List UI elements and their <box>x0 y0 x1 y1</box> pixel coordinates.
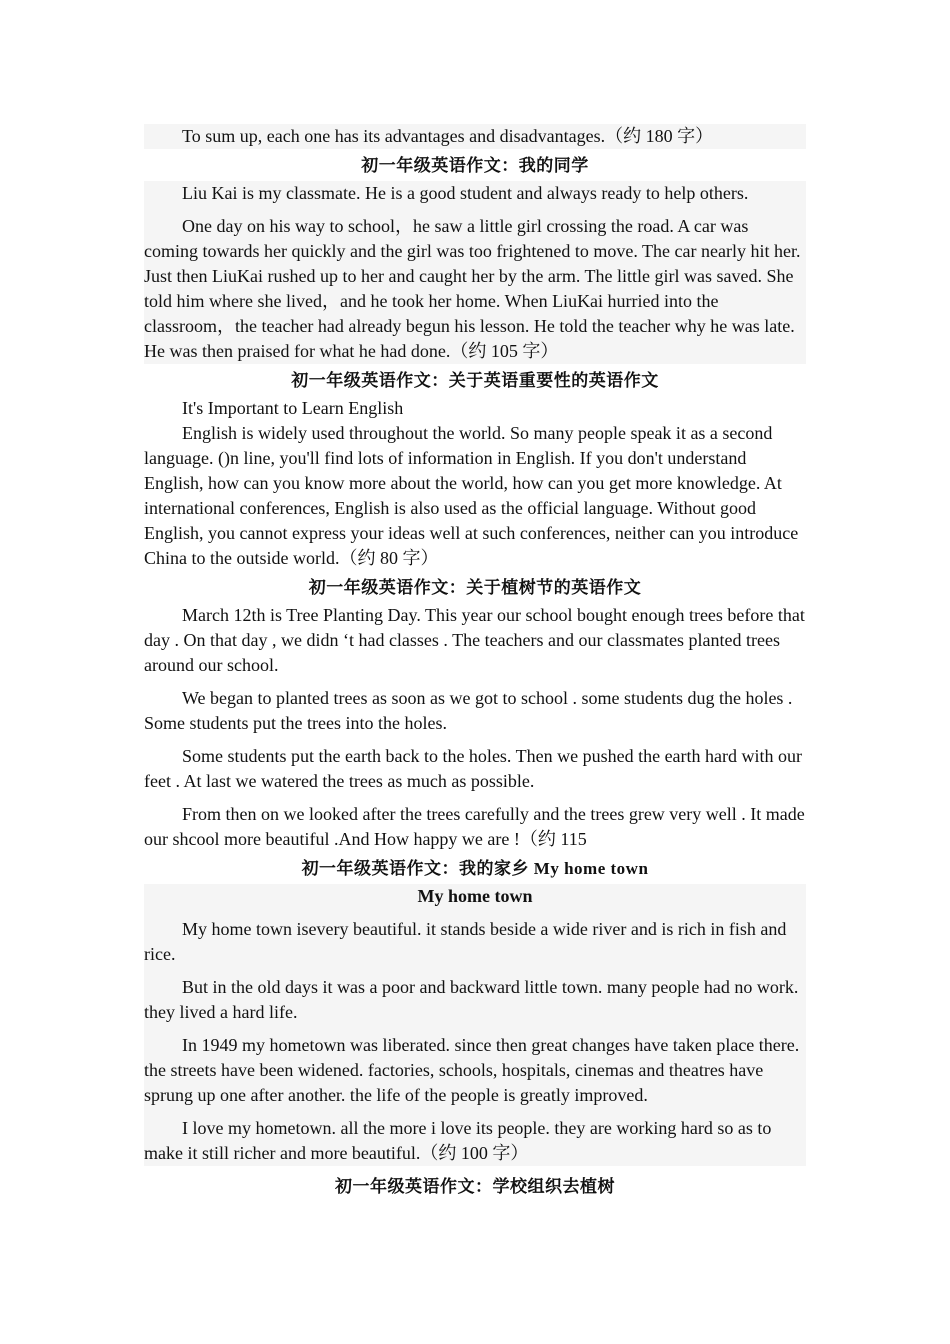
paragraph: Some students put the earth back to the holes. Then we pushed the earth hard with our feet . At last we watered the trees as much as possible. <box>144 746 803 791</box>
essay-section-my-classmate <box>144 153 806 364</box>
paragraph: But in the old days it was a poor and backward little town. many people had no work. they lived a hard life. <box>144 977 799 1022</box>
paragraph: In 1949 my hometown was liberated. since then great changes have taken place there. the streets have been widened. factories, schools, hospitals, cinemas and theatres have sprung up one after another. the life of the people is greatly improved. <box>144 1035 800 1105</box>
paragraph: From then on we looked after the trees carefully and the trees grew very well . It made our shcool more beautiful .And How happy we are !（约 115 <box>144 804 805 849</box>
paragraph: Liu Kai is my classmate. He is a good student and always ready to help others. <box>182 183 749 203</box>
document-body <box>144 124 806 1202</box>
paragraph: English is widely used throughout the world. So many people speak it as a second language. ()n line, you'll find lots of information in English. If you don't understand English, how can you know more about the world, how can you get more knowledge. At international conferences, English is also used as the official language. Without good English, you cannot express your ideas well at such conferences, neither can you introduce China to the outside world.（约 80 字） <box>144 423 799 568</box>
section-heading: 初一年级英语作文：学校组织去植树 <box>335 1177 615 1196</box>
essay-section-english-importance <box>144 368 806 571</box>
essay-section-my-home-town <box>144 856 806 1166</box>
section-heading: 初一年级英语作文：我的同学 <box>361 156 589 175</box>
essay-body <box>144 884 806 1166</box>
section-heading: 初一年级英语作文：关于植树节的英语作文 <box>308 578 642 597</box>
essay-subtitle: My home town <box>417 886 533 906</box>
paragraph: One day on his way to school，he saw a little girl crossing the road. A car was coming towards her quickly and the girl was too frightened to move. The car nearly hit her. Just then LiuKai rushed up to her and caught her by the arm. The little girl was saved. She told him where she lived，and he took her home. When LiuKai hurried into the classroom，the teacher had already begun his lesson. He told the teacher why he was late. He was then praised for what he had done.（约 105 字） <box>144 216 801 361</box>
paragraph: March 12th is Tree Planting Day. This year our school bought enough trees before that day . On that day , we didn ‘t had classes . The teachers and our classmates planted trees around our school. <box>144 605 805 675</box>
essay-body <box>144 181 806 364</box>
paragraph: I love my hometown. all the more i love its people. they are working hard so as to make it still richer and more beautiful.（约 100 字） <box>144 1118 772 1163</box>
paragraph: My home town isevery beautiful. it stands beside a wide river and is rich in fish and rice. <box>144 919 787 964</box>
section-heading: 初一年级英语作文：关于英语重要性的英语作文 <box>291 371 659 390</box>
essay-section-tree-planting-day <box>144 575 806 852</box>
paragraph: We began to planted trees as soon as we got to school . some students dug the holes . Some students put the trees into the holes. <box>144 688 793 733</box>
essay-title-line: It's Important to Learn English <box>182 398 404 418</box>
essay-section-school-tree-planting <box>144 1174 806 1200</box>
section-heading: 初一年级英语作文：我的家乡 My home town <box>301 859 649 878</box>
intro-paragraph: To sum up, each one has its advantages and disadvantages.（约 180 字） <box>144 124 806 149</box>
